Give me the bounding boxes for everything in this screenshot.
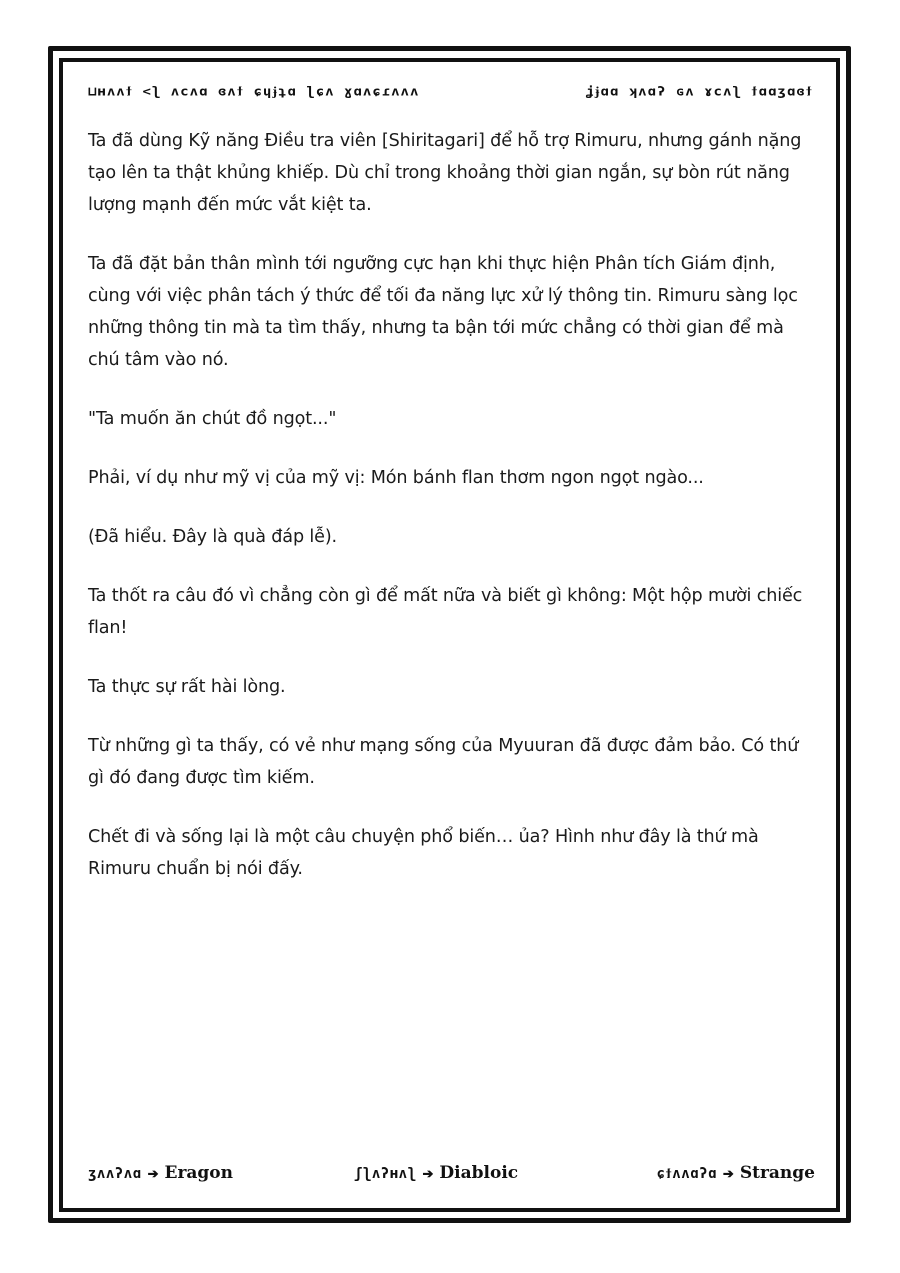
- paragraph: Ta thốt ra câu đó vì chẳng còn gì để mất nữa và biết gì không: Một hộp mười chiếc flan!: [88, 586, 803, 638]
- paragraph: "Ta muốn ăn chút đồ ngọt...": [88, 409, 337, 429]
- arrow-right-icon: ➔: [147, 1167, 159, 1182]
- arrow-right-icon: ➔: [722, 1167, 734, 1182]
- paragraph: Ta đã đặt bản thân mình tới ngưỡng cực hạn khi thực hiện Phân tích Giám định, cùng với việc phân tách ý thức để tối đa năng lực xử lý thông tin. Rimuru sàng lọc những thông tin mà ta tìm thấy, nhưng ta bận tới mức chẳng có thời gian để mà chú tâm vào nó.: [88, 254, 798, 370]
- page-header: [88, 84, 813, 108]
- paragraph: Ta đã dùng Kỹ năng Điều tra viên [Shiritagari] để hỗ trợ Rimuru, nhưng gánh nặng tạo lên ta thật khủng khiếp. Dù chỉ trong khoảng thời gian ngắn, sự bòn rút năng lượng mạnh đến mức vắt kiệt ta.: [88, 131, 802, 215]
- paragraph: Chết đi và sống lại là một câu chuyện phổ biến… ủa? Hình như đây là thứ mà Rimuru chuẩn bị nói đấy.: [88, 827, 759, 879]
- page-footer-credits: [88, 1163, 815, 1191]
- paragraph: Từ những gì ta thấy, có vẻ như mạng sống của Myuuran đã được đảm bảo. Có thứ gì đó đang được tìm kiếm.: [88, 736, 799, 788]
- credit-cipher-text: ʃʅʌʔʜʌʅ: [354, 1166, 417, 1182]
- paragraph: (Đã hiểu. Đây là quà đáp lễ).: [88, 527, 337, 547]
- page-body: [88, 125, 816, 912]
- credit-strange: [657, 1163, 815, 1183]
- paragraph: Ta thực sự rất hài lòng.: [88, 677, 286, 697]
- arrow-right-icon: ➔: [422, 1167, 434, 1182]
- credit-cipher-text: ʒʌʌʔʌɑ: [88, 1166, 142, 1182]
- credit-diabloic: [354, 1163, 518, 1183]
- credit-name: Diabloic: [439, 1163, 519, 1183]
- paragraph: Phải, ví dụ như mỹ vị của mỹ vị: Món bánh flan thơm ngon ngọt ngào...: [88, 468, 704, 488]
- credit-cipher-text: ɕϯʌʌɑʔɑ: [656, 1166, 717, 1182]
- header-right-cipher-text: ʝɉɑɑ ʞʌɑʔ ɢʌ ɤcʌʅ ϯɑɑʒɑɞϯ: [585, 84, 813, 100]
- credit-eragon: [88, 1163, 233, 1183]
- credit-name: Eragon: [164, 1163, 233, 1183]
- header-left-cipher-text: ⊔ʜʌʌϯ <ʅ ʌcʌɑ ɞʌϯ ɕɥɉʇɑ ɭɕʌ ɣɑʌɕɾʌʌʌ: [88, 84, 420, 100]
- credit-name: Strange: [739, 1163, 815, 1183]
